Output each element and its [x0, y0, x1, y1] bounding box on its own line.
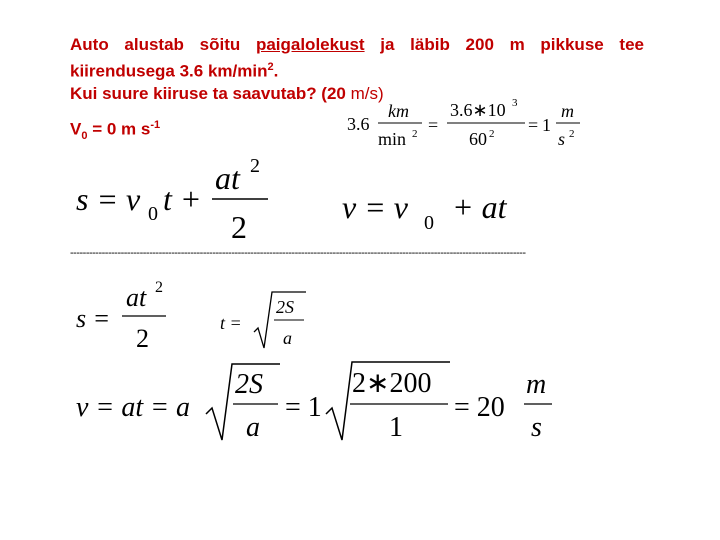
fraction-numerator: 2S [276, 297, 294, 317]
fraction-numerator: 2∗200 [352, 368, 432, 399]
dashed-separator: ------------------------------------------------------------------------------------------------------------------------------------------------ [70, 248, 526, 258]
v0-label: V [70, 119, 82, 139]
numerator-unit: km [388, 101, 409, 121]
problem-text: Auto alustab sõitu [70, 35, 256, 54]
result-unit-denominator: s [558, 129, 566, 149]
velocity-formula [342, 189, 508, 234]
unit-conversion [347, 97, 580, 149]
equals-sign: = [428, 115, 439, 135]
problem-text: ja läbib 200 m pikkuse tee [364, 35, 644, 54]
subscript: 0 [148, 203, 158, 225]
fraction-numerator: at [215, 160, 240, 196]
problem-text: . [273, 61, 279, 81]
formula-rhs: + at [452, 189, 507, 225]
fraction-numerator: 2S [235, 369, 263, 400]
subscript: 0 [81, 130, 88, 143]
final-velocity-formula [76, 362, 552, 443]
fraction-denominator: 2 [136, 324, 149, 353]
equals-term: = 20 [454, 392, 505, 423]
numerator-value: 3.6∗10 [450, 100, 506, 120]
fraction-denominator: a [246, 412, 260, 443]
unit-denominator: s [531, 412, 542, 443]
result-unit-numerator: m [561, 101, 574, 121]
exponent: 2 [267, 61, 274, 73]
coefficient: 3.6 [347, 114, 370, 134]
underlined-word: paigalolekust [255, 35, 365, 54]
fraction-denominator: 1 [389, 412, 403, 443]
subscript: 0 [424, 212, 434, 234]
coefficient: 1 [542, 115, 551, 135]
distance-formula [76, 155, 268, 245]
exponent: -1 [150, 119, 161, 131]
fraction-numerator: at [126, 283, 147, 312]
formula-term: t + [163, 181, 202, 217]
formula-lhs: s = [76, 304, 111, 333]
time-formula [220, 292, 306, 348]
fraction-denominator: a [283, 328, 292, 348]
exponent: 2 [412, 128, 418, 140]
equals-sign: = [528, 115, 539, 135]
fraction-denominator: 2 [231, 209, 247, 245]
v0-value: = 0 m s [87, 119, 151, 139]
formula-lhs: s = v [76, 181, 141, 217]
denominator-unit: min [378, 129, 407, 149]
formula-lhs: t = [220, 313, 242, 333]
denominator-value: 60 [469, 129, 487, 149]
formula-lhs: v = v [342, 189, 408, 225]
problem-text: kiirendusega 3.6 km/min [70, 61, 268, 81]
distance-formula-from-rest [76, 279, 166, 353]
problem-text: Kui suure kiiruse ta saavutab? (20 [70, 83, 351, 103]
equals-term: = 1 [285, 392, 322, 423]
exponent: 2 [569, 128, 575, 140]
answer-unit: m/s) [350, 83, 384, 103]
exponent: 2 [155, 279, 163, 296]
exponent: 2 [489, 128, 495, 140]
formula-lhs: v = at = a [76, 392, 190, 423]
unit-numerator: m [526, 369, 547, 400]
exponent: 2 [250, 155, 260, 177]
exponent: 3 [512, 97, 518, 109]
